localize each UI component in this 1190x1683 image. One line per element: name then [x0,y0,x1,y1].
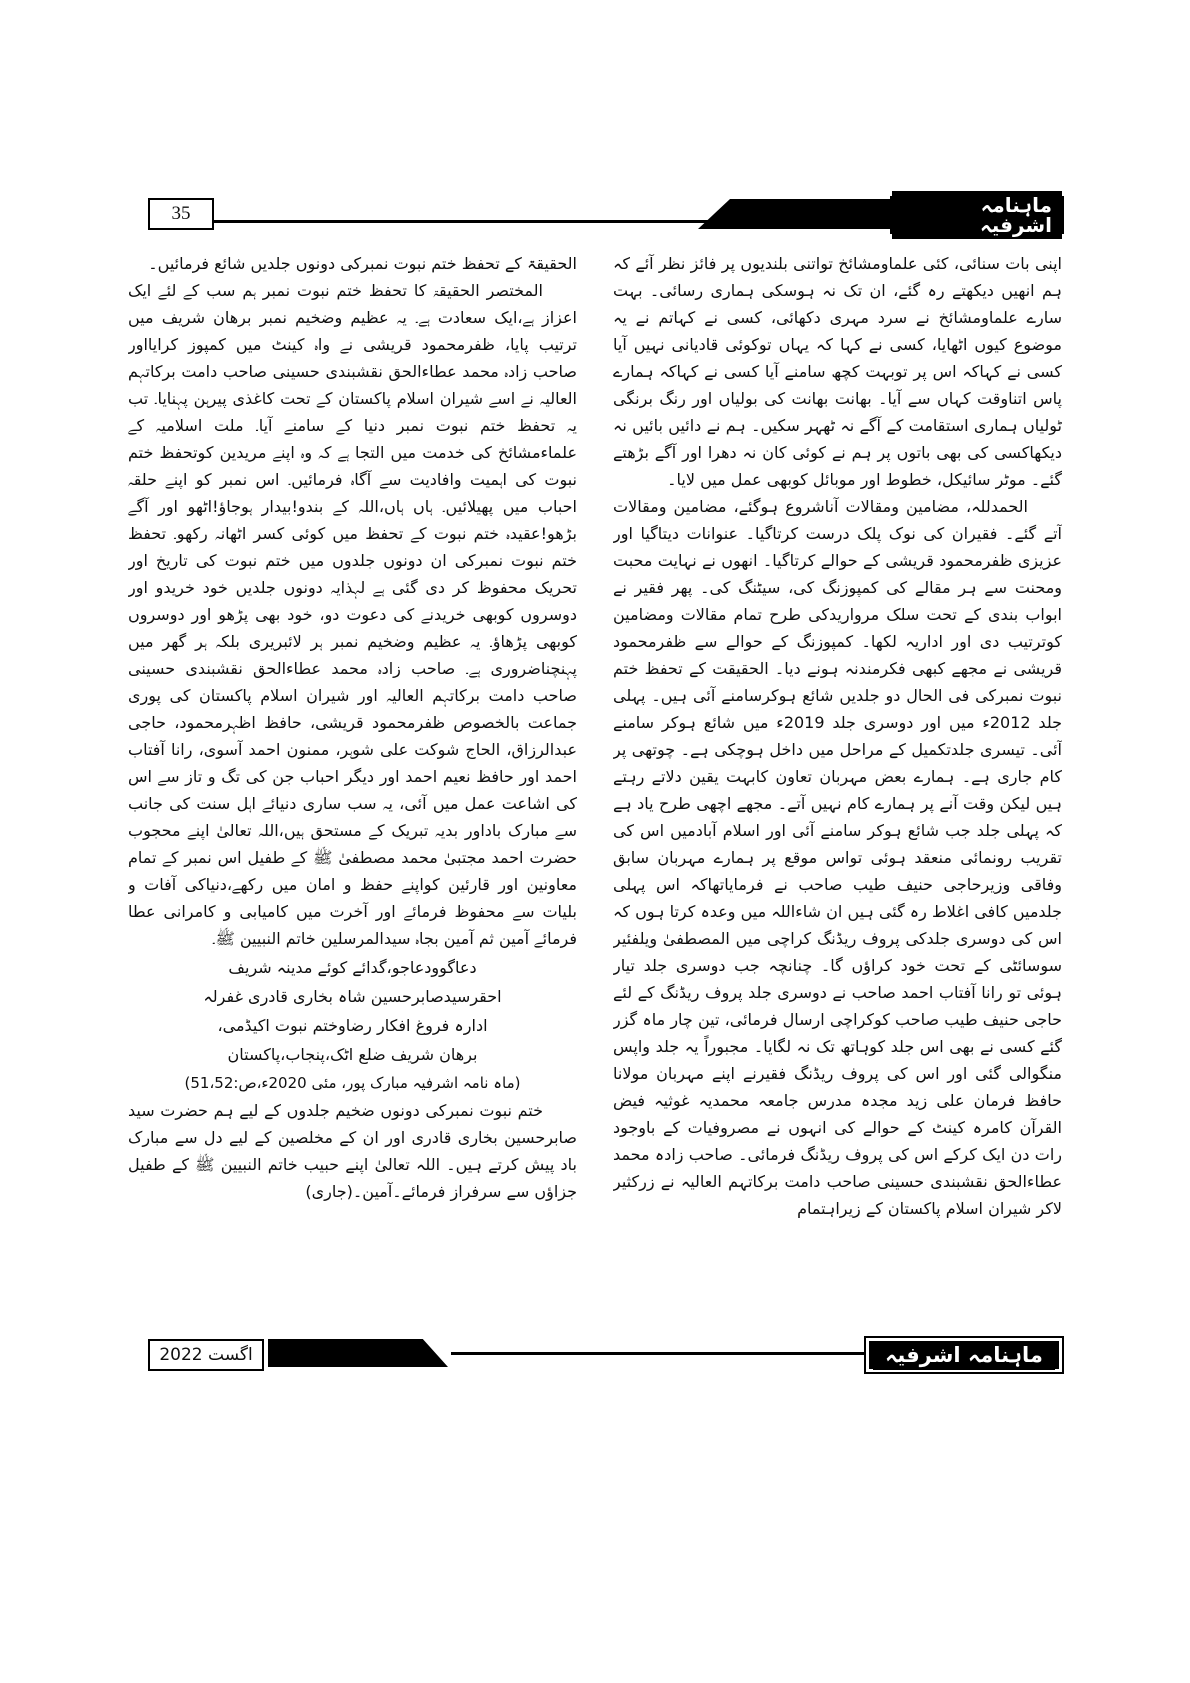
footer-magazine-title: ماہنامہ اشرفیہ [873,1341,1055,1370]
footer-ribbon [268,1339,448,1367]
source-reference: (ماہ نامہ اشرفیہ مبارک پور، مئی 2020ء،ص:51،52) [184,1074,521,1092]
paragraph: الحمدللہ، مضامین ومقالات آناشروع ہوگئے، مضامین ومقالات آتے گئے۔ فقیران کی نوک پلک درست کرتاگیا۔ عنوانات دیتاگیا اور عزیزی ظفرمحمود قریشی کے حوالے کرتاگیا۔ انھوں نے نہایت محبت ومحنت سے ہر مقالے کی کمپوزنگ کی، سیٹنگ کی۔ پھر فقیر نے ابواب بندی کے تحت سلک مرواریدکی طرح تمام مقالات ومضامین کوترتیب دی اور اداریہ لکھا۔ کمپوزنگ کے حوالے سے ظفرمحمود قریشی نے مجھے کبھی فکرمندنہ ہونے دیا۔ الحقیقت کے تحفظ ختم نبوت نمبرکی فی الحال دو جلدیں شائع ہوکرسامنے آئی ہیں۔ پہلی جلد 2012ء میں اور دوسری جلد 2019ء میں شائع ہوکر سامنے آئی۔ تیسری جلدتکمیل کے مراحل میں داخل ہوچکی ہے۔ چوتھی پر کام جاری ہے۔ ہمارے بعض مہربان تعاون کابہت یقین دلاتے رہتے ہیں لیکن وقت آنے پر ہمارے کام نہیں آتے۔ مجھے اچھی طرح یاد ہے کہ پہلی جلد جب شائع ہوکر سامنے آئی اور اسلام آبادمیں اس کی تقریب رونمائی منعقد ہوئی تواس موقع پر ہمارے مہربان سابق وفاقی وزیرحاجی حنیف طیب صاحب نے فرمایاتھاکہ اس پہلی جلدمیں کافی اغلاط رہ گئی ہیں ان شاءاللہ میں وعدہ کرتا ہوں کہ اس کی دوسری جلدکی پروف ریڈنگ کراچی میں المصطفیٰ ویلفئیر سوسائٹی کے تحت خود کراؤں گا۔ چنانچہ جب دوسری جلد تیار ہوئی تو رانا آفتاب احمد صاحب نے دوسری جلد پروف ریڈنگ کے لئے حاجی حنیف طیب صاحب کوکراچی ارسال فرمائی، تین چار ماہ گزر گئے کسی نے بھی اس جلد کوہاتھ تک نہ لگایا۔ مجبوراً یہ جلد واپس منگوالی گئی اور اس کی پروف ریڈنگ فقیرنے اپنے مہربان مولانا حافظ فرمان علی زید مجدہ مدرس جامعہ محمدیہ غوثیہ فیض القرآن کامرہ کینٹ کے حوالے کی انہوں نے مصروفیات کے باوجود رات دن ایک کرکے اس کی پروف ریڈنگ فرمائی۔ صاحب زادہ محمد عطاءالحق نقشبندی حسینی صاحب دامت برکاتہم العالیہ نے زرکثیر لاکر شیران اسلام پاکستان کے زیراہتمام [613,497,1062,1218]
signature-line: ادارہ فروغ افکار رضاوختم نبوت اکیڈمی، [217,1016,488,1035]
page-header [126,193,1064,237]
signature-line: احقرسیدصابرحسین شاہ بخاری قادری غفرلہ [203,987,502,1006]
magazine-title-box [890,193,1064,237]
page-number-box [148,198,214,230]
footer-rule [451,1352,864,1355]
paragraph: المختصر الحقیقۃ کا تحفظ ختم نبوت نمبر ہم سب کے لئے ایک اعزاز ہے،ایک سعادت ہے۔ یہ عظیم وضخیم نمبر برھان شریف میں ترتیب پایا، ظفرمحمود قریشی نے واہ کینٹ میں کمپوز کرایااور صاحب زادہ محمد عطاءالحق نقشبندی حسینی صاحب دامت برکاتہم العالیہ نے اسے شیران اسلام پاکستان کے تحت کاغذی پیرہن پہنایا۔ تب یہ تحفظ ختم نبوت نمبر دنیا کے سامنے آیا۔ ملت اسلامیہ کے علماءمشائخ کی خدمت میں التجا ہے کہ وہ اپنے مریدین کوتحفظ ختم نبوت کی اہمیت وافادیت سے آگاہ فرمائیں۔ اس نمبر کو اپنے حلقہ احباب میں پھیلائیں۔ ہاں ہاں،اللہ کے بندو!بیدار ہوجاؤ!اٹھو اور آگے بڑھو!عقیدہ ختم نبوت کے تحفظ میں کوئی کسر اٹھانہ رکھو۔ تحفظ ختم نبوت نمبرکی ان دونوں جلدوں میں ختم نبوت کی تاریخ اور تحریک محفوظ کر دی گئی ہے لہذایہ دونوں جلدیں خود خریدو اور دوسروں کوبھی خریدنے کی دعوت دو، خود بھی پڑھو اور دوسروں کوبھی پڑھاؤ۔ یہ عظیم وضخیم نمبر ہر لائبریری بلکہ ہر گھر میں پہنچناضروری ہے۔ صاحب زادہ محمد عطاءالحق نقشبندی حسینی صاحب دامت برکاتہم العالیہ اور شیران اسلام پاکستان کی پوری جماعت بالخصوص ظفرمحمود قریشی، حافظ اظہرمحمود، حاجی عبدالرزاق، الحاج شوکت علی شوہر، ممنون احمد آسوی، رانا آفتاب احمد اور حافظ نعیم احمد اور دیگر احباب جن کی تگ و تاز سے اس کی اشاعت عمل میں آئی، یہ سب ساری دنیائے اہل سنت کی جانب سے مبارک باداور بدیہ تبریک کے مستحق ہیں،اللہ تعالیٰ اپنے محجوب حضرت احمد مجتبیٰ محمد مصطفیٰ ﷺ کے طفیل اس نمبر کے تمام معاونین اور قارئین کواپنے حفظ و امان میں رکھے،دنیاکی آفات و بلیات سے محفوظ فرمائے اور آخرت میں کامیابی و کامرانی عطا فرمائے آمین ثم آمین بجاہ سیدالمرسلین خاتم النبیین ﷺ۔ [128,281,577,948]
closing-paragraph: ختم نبوت نمبرکی دونوں ضخیم جلدوں کے لیے ہم حضرت سید صابرحسین بخاری قادری اور ان کے مخلصین کے لیے دل سے مبارک باد پیش کرتے ہیں۔ اللہ تعالیٰ اپنے حبیب خاتم النبیین ﷺ کے طفیل جزاؤں سے سرفراز فرمائے۔آمین۔(جاری) [128,1101,577,1201]
page-number: 35 [171,203,191,224]
issue-date: اگست 2022 [159,1345,253,1365]
column-right [613,250,1062,1330]
page-footer [126,1336,1064,1374]
paragraph: الحقیقۃ کے تحفظ ختم نبوت نمبرکی دونوں جلدیں شائع فرمائیں۔ [148,254,577,273]
header-ribbon [698,199,898,229]
header-rule [212,220,734,223]
magazine-title: ماہنامہ اشرفیہ [892,191,1062,239]
column-left [128,250,577,1330]
issue-date-box [148,1339,264,1371]
footer-magazine-title-box [864,1336,1064,1374]
signature-line: دعاگوودعاجو،گدائے کوئے مدینہ شریف [228,958,477,977]
paragraph: اپنی بات سنائی، کئی علماومشائخ تواتنی بلندیوں پر فائز نظر آئے کہ ہم انھیں دیکھتے رہ گئے، ان تک نہ ہوسکی ہماری رسائی۔ بہت سارے علماومشائخ نے سرد مہری دکھائی، کسی نے کہاتم نے یہ موضوع کیوں اٹھایا، کسی نے کہا کہ یہاں توکوئی قادیانی نہیں آیا کسی نے کہاکہ اس پر توبہت کچھ سامنے آیا کسی نے کہاکہ ہمارے پاس اتناوقت کہاں سے آیا۔ بھانت بھانت کی بولیاں اور رنگ برنگی ٹولیاں ہماری استقامت کے آگے نہ ٹھہر سکیں۔ ہم نے دائیں بائیں نہ دیکھاکسی کی بھی باتوں پر ہم نے کوئی کان نہ دھرا اور آگے بڑھتے گئے۔ موٹر سائیکل، خطوط اور موبائل کوبھی عمل میں لایا۔ [613,254,1062,489]
article-body [128,250,1062,1330]
signature-line: برھان شریف ضلع اٹک،پنجاب،پاکستان [227,1045,478,1064]
